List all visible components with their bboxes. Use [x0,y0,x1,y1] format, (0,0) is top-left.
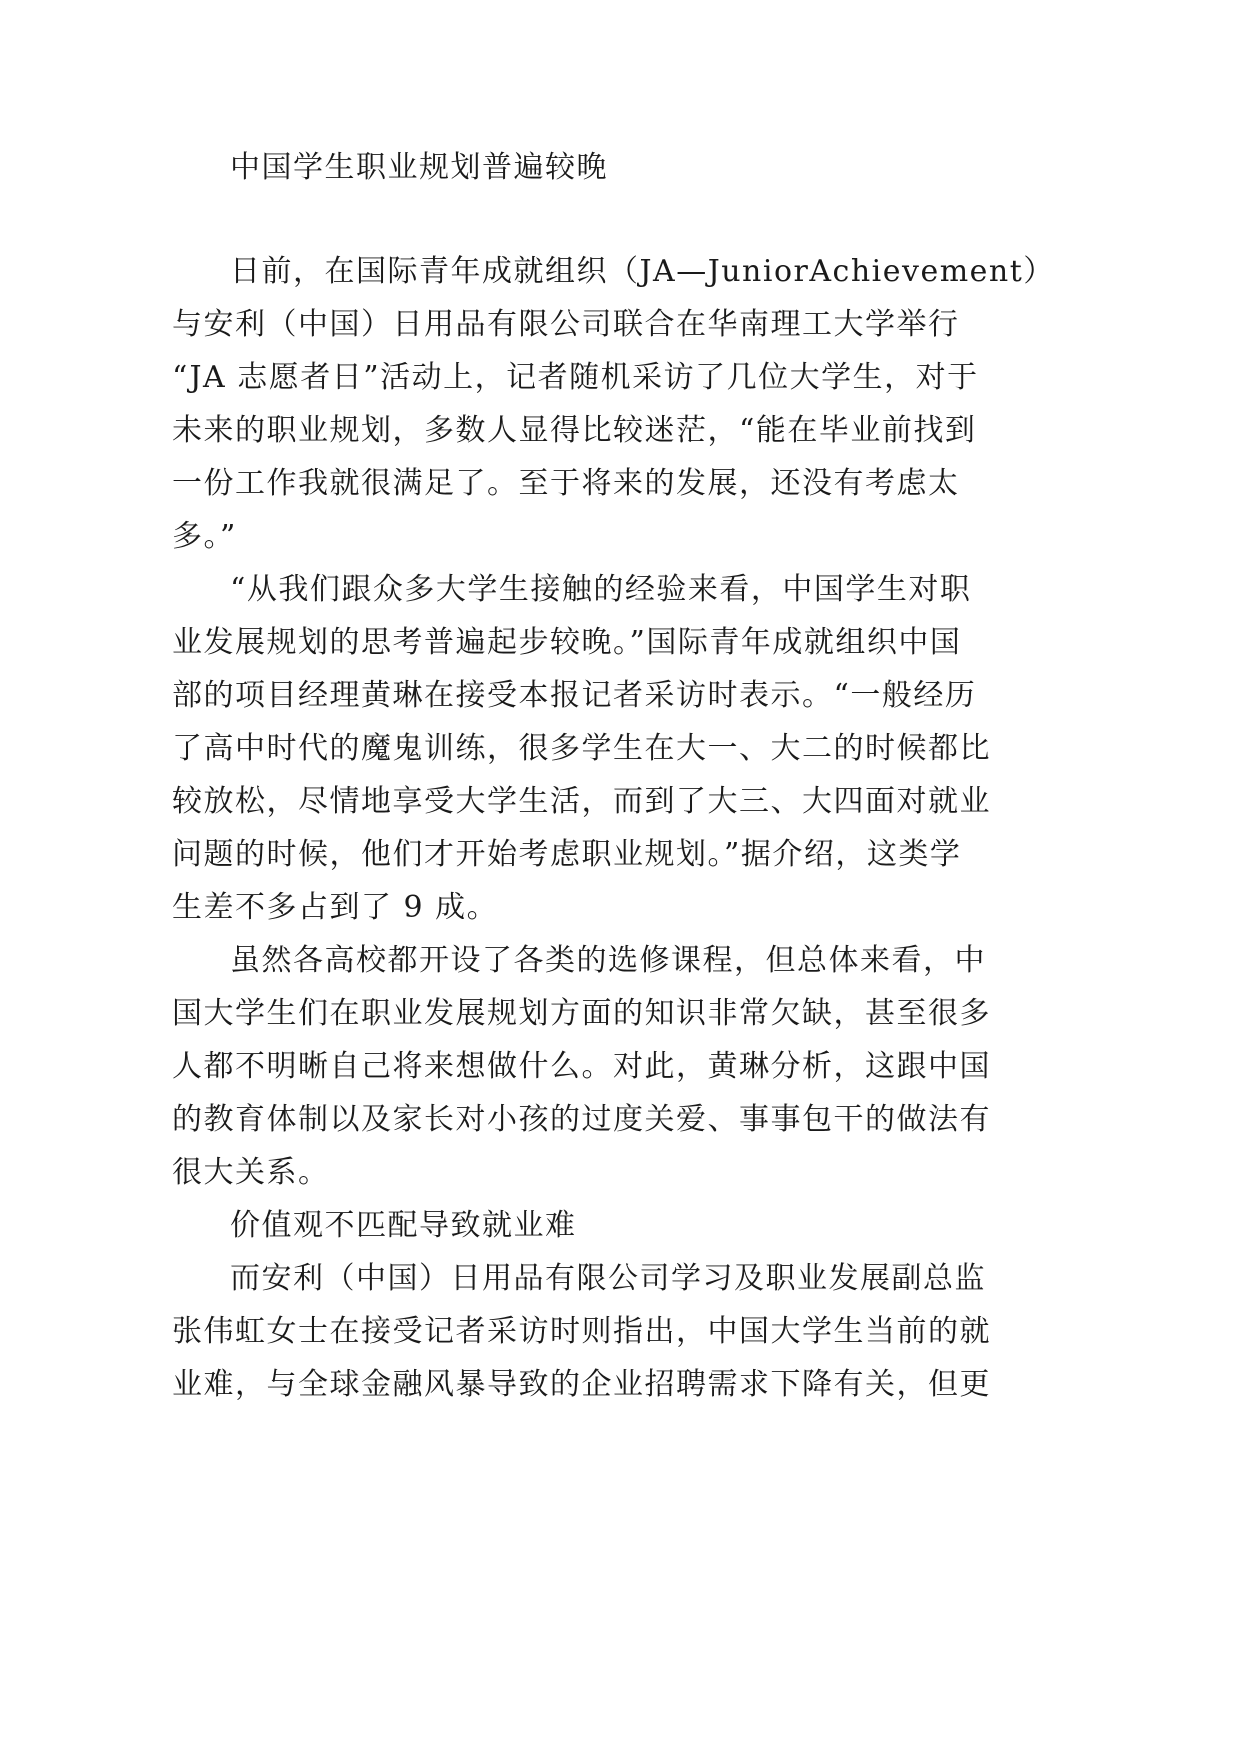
section-heading-1: 中国学生职业规划普遍较晚 [230,150,608,185]
paragraph-1-line-3: “JA 志愿者日”活动上，记者随机采访了几位大学生，对于 [172,360,979,395]
paragraph-2-line-7: 生差不多占到了 9 成。 [172,890,499,925]
paragraph-2-line-2: 业发展规划的思考普遍起步较晚。”国际青年成就组织中国 [172,625,962,660]
paragraph-2-line-6: 问题的时候，他们才开始考虑职业规划。”据介绍，这类学 [172,837,962,872]
paragraph-4-line-3: 业难，与全球金融风暴导致的企业招聘需求下降有关，但更 [172,1367,991,1402]
paragraph-3-line-2: 国大学生们在职业发展规划方面的知识非常欠缺，甚至很多 [172,996,991,1031]
paragraph-4-line-2: 张伟虹女士在接受记者采访时则指出，中国大学生当前的就 [172,1314,991,1349]
paragraph-3-line-1: 虽然各高校都开设了各类的选修课程，但总体来看，中 [230,943,986,978]
paragraph-2-line-1: “从我们跟众多大学生接触的经验来看，中国学生对职 [230,572,972,607]
paragraph-1-line-6: 多。” [172,519,237,554]
section-heading-2: 价值观不匹配导致就业难 [230,1208,577,1243]
paragraph-3-line-3: 人都不明晰自己将来想做什么。对此，黄琳分析，这跟中国 [172,1049,991,1084]
paragraph-3-line-4: 的教育体制以及家长对小孩的过度关爱、事事包干的做法有 [172,1102,991,1137]
paragraph-2-line-4: 了高中时代的魔鬼训练，很多学生在大一、大二的时候都比 [172,731,991,766]
paragraph-3-line-5: 很大关系。 [172,1155,330,1190]
paragraph-1-line-1: 日前，在国际青年成就组织（JA—JuniorAchievement） [230,254,1055,289]
paragraph-1-line-4: 未来的职业规划，多数人显得比较迷茫，“能在毕业前找到 [172,413,977,448]
paragraph-1-line-5: 一份工作我就很满足了。至于将来的发展，还没有考虑太 [172,466,960,501]
paragraph-1-line-2: 与安利（中国）日用品有限公司联合在华南理工大学举行 [172,307,960,342]
paragraph-2-line-3: 部的项目经理黄琳在接受本报记者采访时表示。“一般经历 [172,678,977,713]
paragraph-4-line-1: 而安利（中国）日用品有限公司学习及职业发展副总监 [230,1261,986,1296]
paragraph-2-line-5: 较放松，尽情地享受大学生活，而到了大三、大四面对就业 [172,784,991,819]
